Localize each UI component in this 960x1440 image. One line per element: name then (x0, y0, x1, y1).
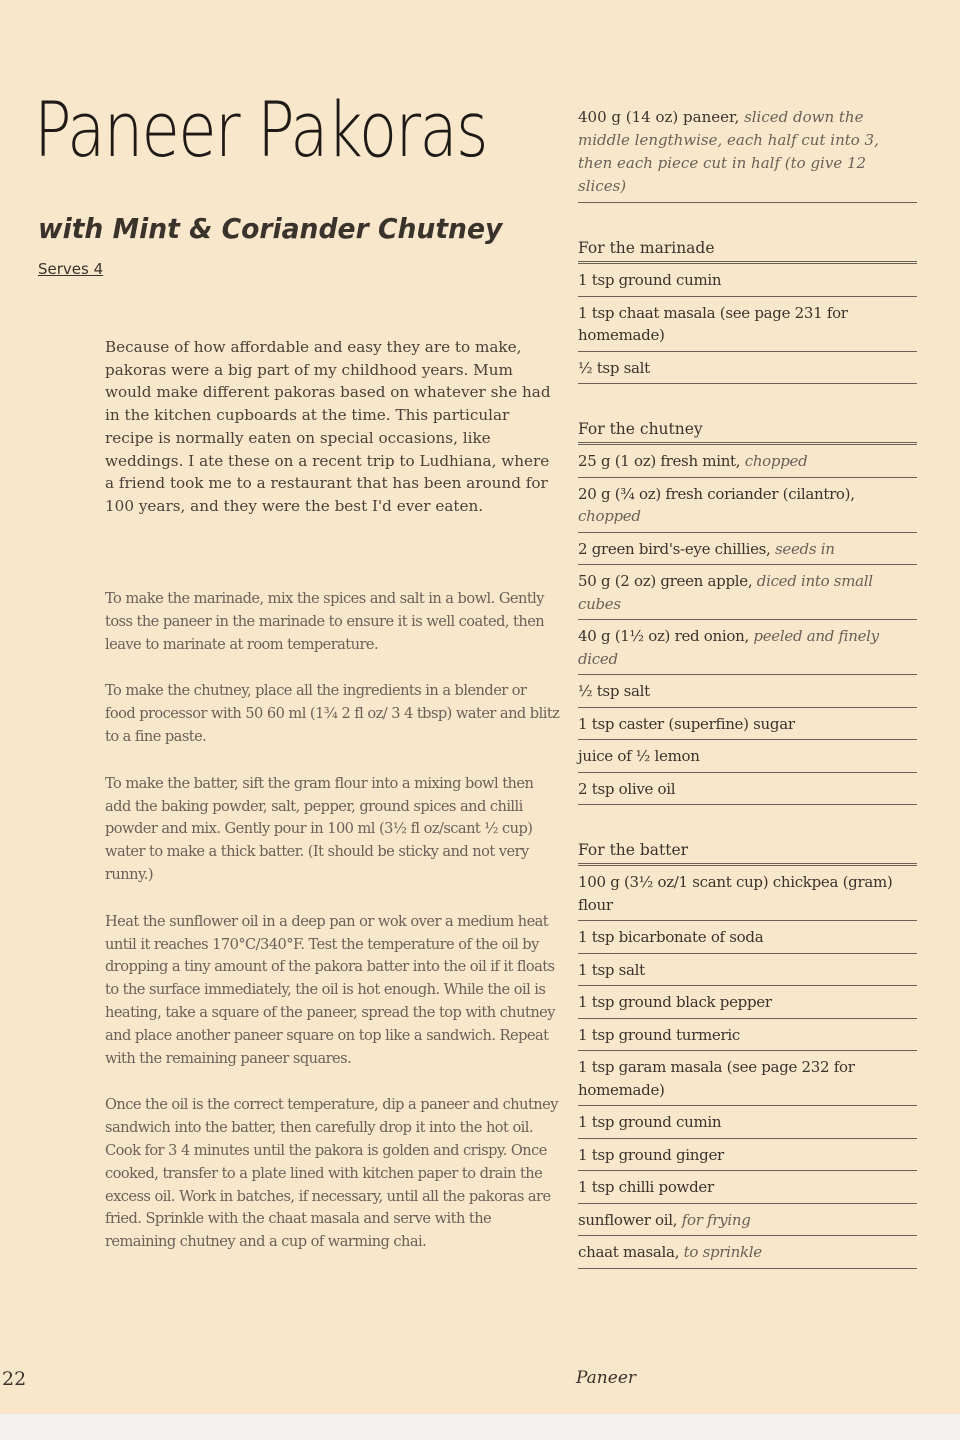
ingredient-item (578, 352, 917, 385)
ingredient-main: 1 tsp chaat masala (see page 231 for homemade) (578, 303, 848, 344)
ingredient-item (578, 1204, 917, 1237)
page-edge (0, 1414, 960, 1440)
ingredient-main: chaat masala, (578, 1243, 680, 1261)
ingredient-main: 40 g (1½ oz) red onion, (578, 627, 749, 645)
ingredient-item (578, 866, 917, 921)
ingredient-main: 2 green bird's-eye chillies, (578, 539, 771, 558)
ingredient-main: 2 tsp olive oil (578, 779, 676, 798)
ingredient-main: 1 tsp garam masala (see page 232 for homemade) (578, 1058, 855, 1099)
ingredient-item (578, 1171, 917, 1204)
ingredient-main: 25 g (1 oz) fresh mint, (578, 452, 741, 470)
ingredient-list (578, 264, 917, 384)
ingredient-main: 1 tsp ground cumin (578, 271, 722, 289)
ingredient-item (578, 565, 917, 620)
ingredient-item (578, 478, 917, 533)
section-heading: For the batter (578, 835, 917, 866)
ingredient-list (578, 866, 917, 1269)
ingredient-main: 1 tsp ground cumin (578, 1113, 722, 1131)
ingredient-item (578, 986, 917, 1019)
ingredient-list (578, 445, 917, 805)
ingredient-item (578, 954, 917, 987)
ingredient-main: 1 tsp caster (superfine) sugar (578, 714, 795, 733)
ingredient-item (578, 264, 917, 297)
ingredient-item (578, 445, 917, 478)
ingredient-item (578, 921, 917, 954)
ingredient-main: 50 g (2 oz) green apple, (578, 572, 753, 590)
ingredient-note: diced into small cubes (578, 572, 873, 613)
ingredient-item (578, 1106, 917, 1139)
ingredient-main: 1 tsp ground black pepper (578, 993, 772, 1011)
method-steps (105, 588, 560, 1278)
ingredient-main: sunflower oil, (578, 1210, 678, 1229)
section-heading: For the chutney (578, 414, 917, 445)
ingredient-main: 1 tsp bicarbonate of soda (578, 928, 764, 946)
ingredient-item (578, 708, 917, 741)
method-step: To make the marinade, mix the spices and salt in a bowl. Gently toss the paneer in the marinade to ensure it is well coated, then leave to marinate at room temperature. (105, 590, 545, 653)
method-step: To make the chutney, place all the ingredients in a blender or food processor with 50 60 ml (1¾ 2 fl oz/ 3 4 tbsp) water and blitz to a fine paste. (105, 682, 560, 745)
ingredient-item (578, 1051, 917, 1106)
serves-label: Serves 4 (38, 260, 104, 278)
ingredient-item (578, 1236, 917, 1269)
recipe-subtitle: with Mint & Coriander Chutney (38, 212, 503, 245)
ingredient-main: 1 tsp ground turmeric (578, 1025, 740, 1044)
ingredient-item (578, 740, 917, 773)
ingredient-sections (578, 233, 917, 1269)
recipe-intro: Because of how affordable and easy they are to make, pakoras were a big part of my childhood years. Mum would make different pakoras based on whatever she had in the kitchen cupboards at the time. This particular recipe is normally eaten on special occasions, like weddings. I ate these on a recent trip to Ludhiana, where a friend took me to a restaurant that has been around for 100 years, and they were the best I'd ever eaten. (105, 338, 551, 515)
ingredient-main: 20 g (¾ oz) fresh coriander (cilantro), (578, 484, 855, 503)
ingredient-note: seeds in (775, 539, 835, 558)
method-step: Once the oil is the correct temperature, dip a paneer and chutney sandwich into the batter, then carefully drop it into the hot oil. Cook for 3 4 minutes until the pakora is golden and crispy. Once cooked, transfer to a plate lined with kitchen paper to drain the excess oil. Work in batches, if necessary, until all the pakoras are fried. Sprinkle with the chaat masala and serve with the remaining chutney and a cup of warming chai. (105, 1096, 558, 1251)
ingredient-item (578, 675, 917, 708)
section-heading: For the marinade (578, 233, 917, 264)
ingredient-note: chopped (744, 452, 808, 470)
ingredient-main: ½ tsp salt (578, 358, 650, 377)
ingredient-item (578, 1019, 917, 1052)
ingredient-paneer (578, 104, 917, 203)
ingredient-main: 100 g (3½ oz/1 scant cup) chickpea (gram) flour (578, 873, 893, 914)
ingredient-note: chopped (578, 507, 641, 525)
recipe-title: Paneer Pakoras (34, 85, 487, 174)
ingredient-item (578, 1139, 917, 1172)
page-number: 22 (2, 1368, 27, 1390)
ingredient-item (578, 773, 917, 806)
ingredient-main: 1 tsp salt (578, 960, 645, 979)
ingredient-note: peeled and finely diced (578, 627, 879, 668)
ingredient-note: to sprinkle (683, 1243, 762, 1261)
ingredient-main: 400 g (14 oz) paneer, (578, 108, 740, 126)
ingredient-note: for frying (681, 1210, 751, 1229)
chapter-name: Paneer (576, 1368, 637, 1388)
method-step: To make the batter, sift the gram flour into a mixing bowl then add the baking powder, salt, pepper, ground spices and chilli powder and mix. Gently pour in 100 ml (3½ fl oz/scant ½ cup) water to make a thick batter. (It should be sticky and not very runny.) (105, 774, 534, 883)
ingredient-main: juice of ½ lemon (578, 747, 700, 765)
method-step: Heat the sunflower oil in a deep pan or wok over a medium heat until it reaches 170°C/340°F. Test the temperature of the oil by dropping a tiny amount of the pakora batter into the oil if it floats to the surface immediately, the oil is hot enough. While the oil is heating, take a square of the paneer, spread the top with chutney and place another paneer square on top like a sandwich. Repeat with the remaining paneer squares. (105, 912, 555, 1067)
ingredient-item (578, 297, 917, 352)
ingredient-main: ½ tsp salt (578, 682, 650, 700)
ingredient-item (578, 620, 917, 675)
ingredient-main: 1 tsp chilli powder (578, 1178, 714, 1196)
ingredient-item (578, 533, 917, 566)
ingredient-note: sliced down the middle lengthwise, each half cut into 3, then each piece cut in half (to give 12 slices) (578, 108, 879, 195)
ingredient-main: 1 tsp ground ginger (578, 1145, 724, 1164)
ingredients-column (578, 104, 917, 1269)
